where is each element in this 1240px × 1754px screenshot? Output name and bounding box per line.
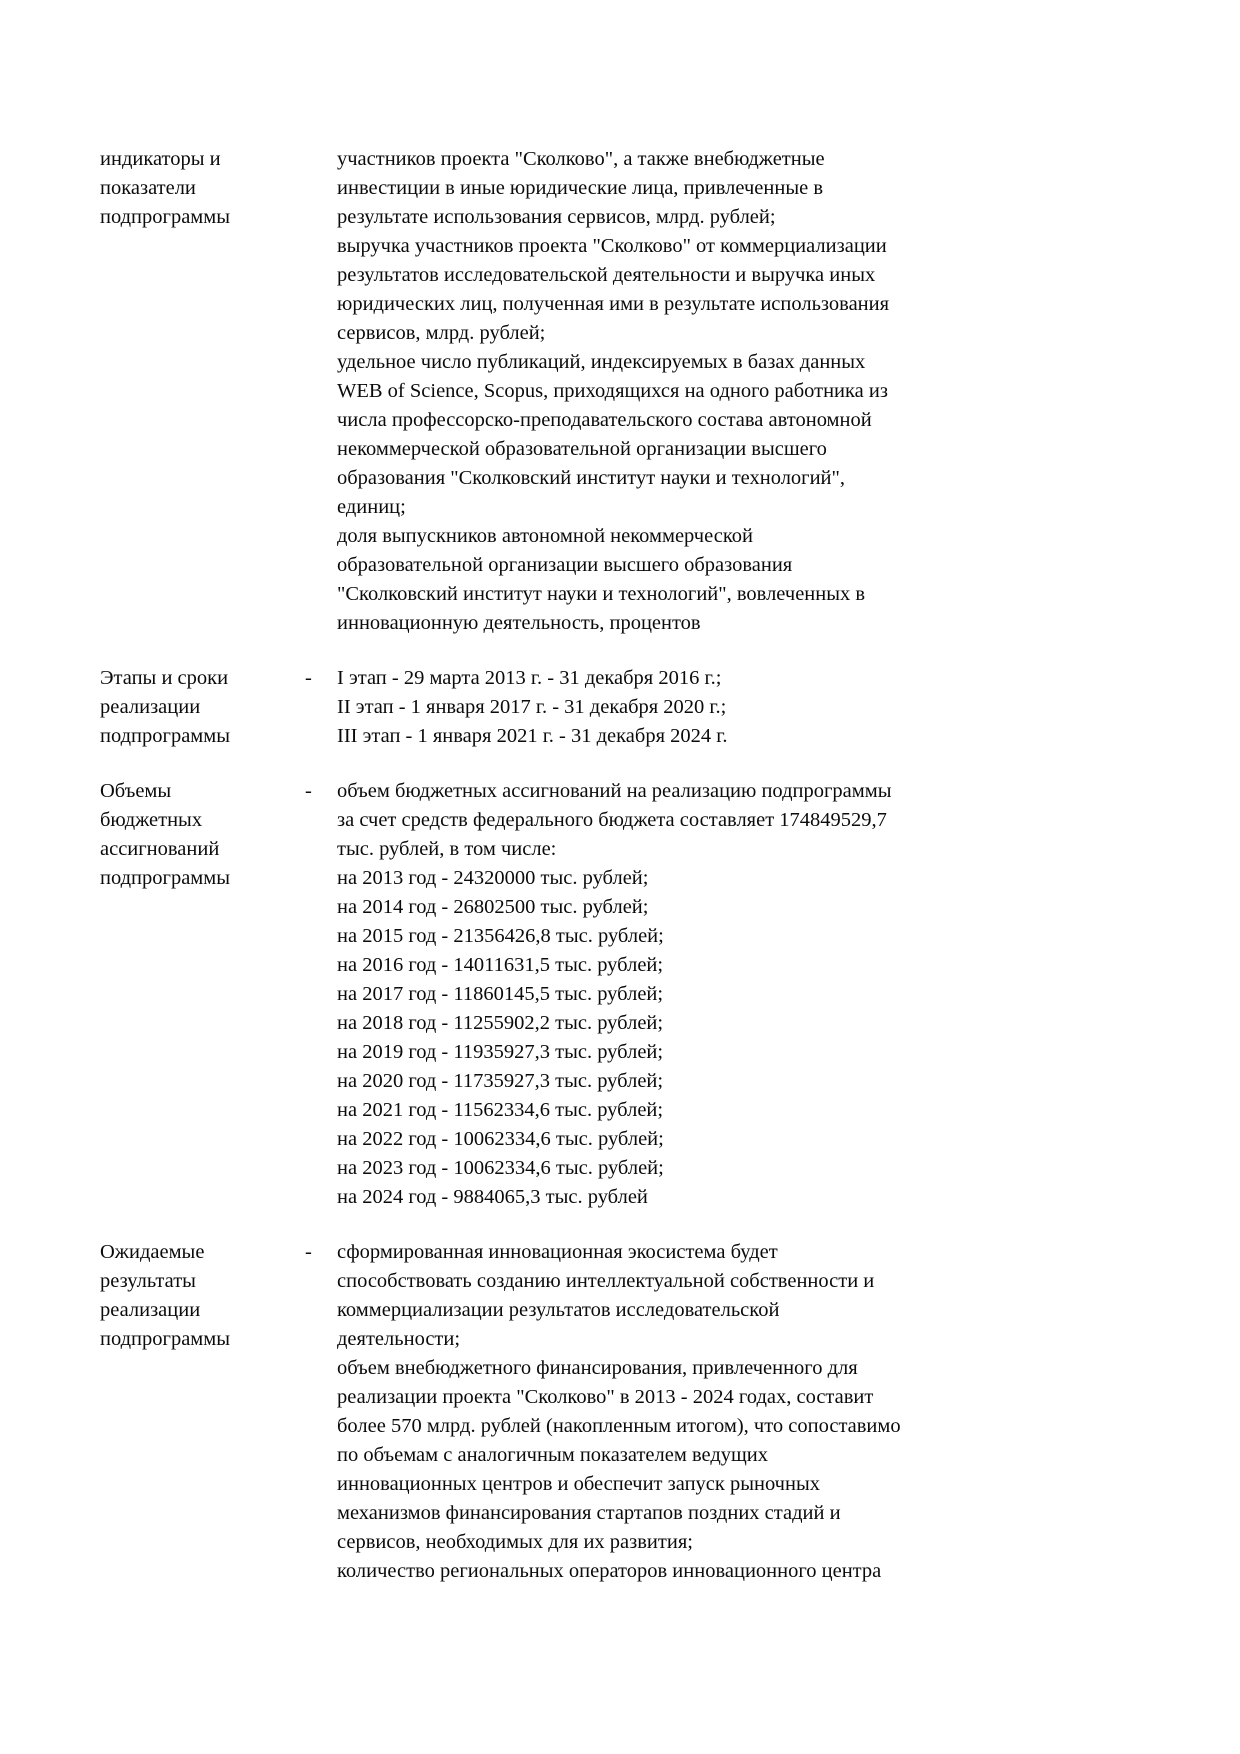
label-line: подпрограммы <box>100 206 231 228</box>
label-line: ассигнований <box>100 838 220 860</box>
value-line: WEB of Science, Scopus, приходящихся на одного работника из <box>337 380 888 402</box>
value-line: II этап - 1 января 2017 г. - 31 декабря 2020 г.; <box>337 696 727 718</box>
value-line: на 2020 год - 11735927,3 тыс. рублей; <box>337 1070 664 1092</box>
value-line: образовательной организации высшего образования <box>337 554 793 576</box>
value-line: сервисов, необходимых для их развития; <box>337 1531 693 1553</box>
row-label <box>100 777 305 893</box>
row-value <box>337 777 1090 1212</box>
value-line: деятельности; <box>337 1328 461 1350</box>
label-line: результаты <box>100 1270 196 1292</box>
value-line: удельное число публикаций, индексируемых в базах данных <box>337 351 866 373</box>
value-line: способствовать созданию интеллектуальной собственности и <box>337 1270 875 1292</box>
value-line: выручка участников проекта "Сколково" от коммерциализации <box>337 235 887 257</box>
label-line: показатели <box>100 177 196 199</box>
value-line: на 2015 год - 21356426,8 тыс. рублей; <box>337 925 664 947</box>
label-line: Объемы <box>100 780 172 802</box>
value-line: результатов исследовательской деятельности и выручка иных <box>337 264 876 286</box>
label-line: подпрограммы <box>100 867 231 889</box>
label-line: подпрограммы <box>100 1328 231 1350</box>
value-line: на 2017 год - 11860145,5 тыс. рублей; <box>337 983 664 1005</box>
label-line: индикаторы и <box>100 148 221 170</box>
row-label <box>100 1238 305 1354</box>
value-line: "Сколковский институт науки и технологий", вовлеченных в <box>337 583 866 605</box>
value-line: на 2024 год - 9884065,3 тыс. рублей <box>337 1186 648 1208</box>
value-line: некоммерческой образовательной организации высшего <box>337 438 827 460</box>
value-line: за счет средств федерального бюджета составляет 174849529,7 <box>337 809 887 831</box>
row-label <box>100 664 305 751</box>
table-row <box>100 1238 1090 1586</box>
value-line: механизмов финансирования стартапов поздних стадий и <box>337 1502 841 1524</box>
value-line: сервисов, млрд. рублей; <box>337 322 546 344</box>
value-line: на 2023 год - 10062334,6 тыс. рублей; <box>337 1157 664 1179</box>
value-line: образования "Сколковский институт науки и технологий", <box>337 467 846 489</box>
value-line: на 2021 год - 11562334,6 тыс. рублей; <box>337 1099 664 1121</box>
value-line: на 2013 год - 24320000 тыс. рублей; <box>337 867 649 889</box>
row-label <box>100 145 305 232</box>
value-line: III этап - 1 января 2021 г. - 31 декабря 2024 г. <box>337 725 728 747</box>
value-line: юридических лиц, полученная ими в результате использования <box>337 293 890 315</box>
value-line: участников проекта "Сколково", а также внебюджетные <box>337 148 825 170</box>
value-line: числа профессорско-преподавательского состава автономной <box>337 409 872 431</box>
value-line: результате использования сервисов, млрд. рублей; <box>337 206 776 228</box>
value-line: коммерциализации результатов исследовательской <box>337 1299 780 1321</box>
value-line: более 570 млрд. рублей (накопленным итогом), что сопоставимо <box>337 1415 901 1437</box>
value-line: на 2016 год - 14011631,5 тыс. рублей; <box>337 954 664 976</box>
row-separator-dash: - <box>305 667 312 689</box>
value-line: по объемам с аналогичным показателем ведущих <box>337 1444 769 1466</box>
row-separator-dash: - <box>305 780 312 802</box>
value-line: на 2018 год - 11255902,2 тыс. рублей; <box>337 1012 664 1034</box>
label-line: реализации <box>100 696 201 718</box>
value-line: единиц; <box>337 496 406 518</box>
label-line: подпрограммы <box>100 725 231 747</box>
value-line: сформированная инновационная экосистема будет <box>337 1241 778 1263</box>
value-line: объем внебюджетного финансирования, привлеченного для <box>337 1357 858 1379</box>
value-line: количество региональных операторов инновационного центра <box>337 1560 882 1582</box>
value-line: на 2014 год - 26802500 тыс. рублей; <box>337 896 649 918</box>
passport-table <box>100 145 1090 1586</box>
label-line: Ожидаемые <box>100 1241 205 1263</box>
value-line: инновационных центров и обеспечит запуск рыночных <box>337 1473 820 1495</box>
value-line: реализации проекта "Сколково" в 2013 - 2024 годах, составит <box>337 1386 874 1408</box>
value-line: инвестиции в иные юридические лица, привлеченные в <box>337 177 823 199</box>
row-separator-dash: - <box>305 1241 312 1263</box>
label-line: реализации <box>100 1299 201 1321</box>
table-row <box>100 145 1090 638</box>
row-value <box>337 664 1090 751</box>
label-line: бюджетных <box>100 809 203 831</box>
value-line: на 2022 год - 10062334,6 тыс. рублей; <box>337 1128 664 1150</box>
value-line: доля выпускников автономной некоммерческой <box>337 525 753 547</box>
value-line: на 2019 год - 11935927,3 тыс. рублей; <box>337 1041 664 1063</box>
value-line: I этап - 29 марта 2013 г. - 31 декабря 2016 г.; <box>337 667 722 689</box>
value-line: инновационную деятельность, процентов <box>337 612 701 634</box>
row-value <box>337 1238 1090 1586</box>
table-row <box>100 777 1090 1212</box>
label-line: Этапы и сроки <box>100 667 229 689</box>
value-line: тыс. рублей, в том числе: <box>337 838 557 860</box>
row-value <box>337 145 1090 638</box>
value-line: объем бюджетных ассигнований на реализацию подпрограммы <box>337 780 892 802</box>
table-row <box>100 664 1090 751</box>
